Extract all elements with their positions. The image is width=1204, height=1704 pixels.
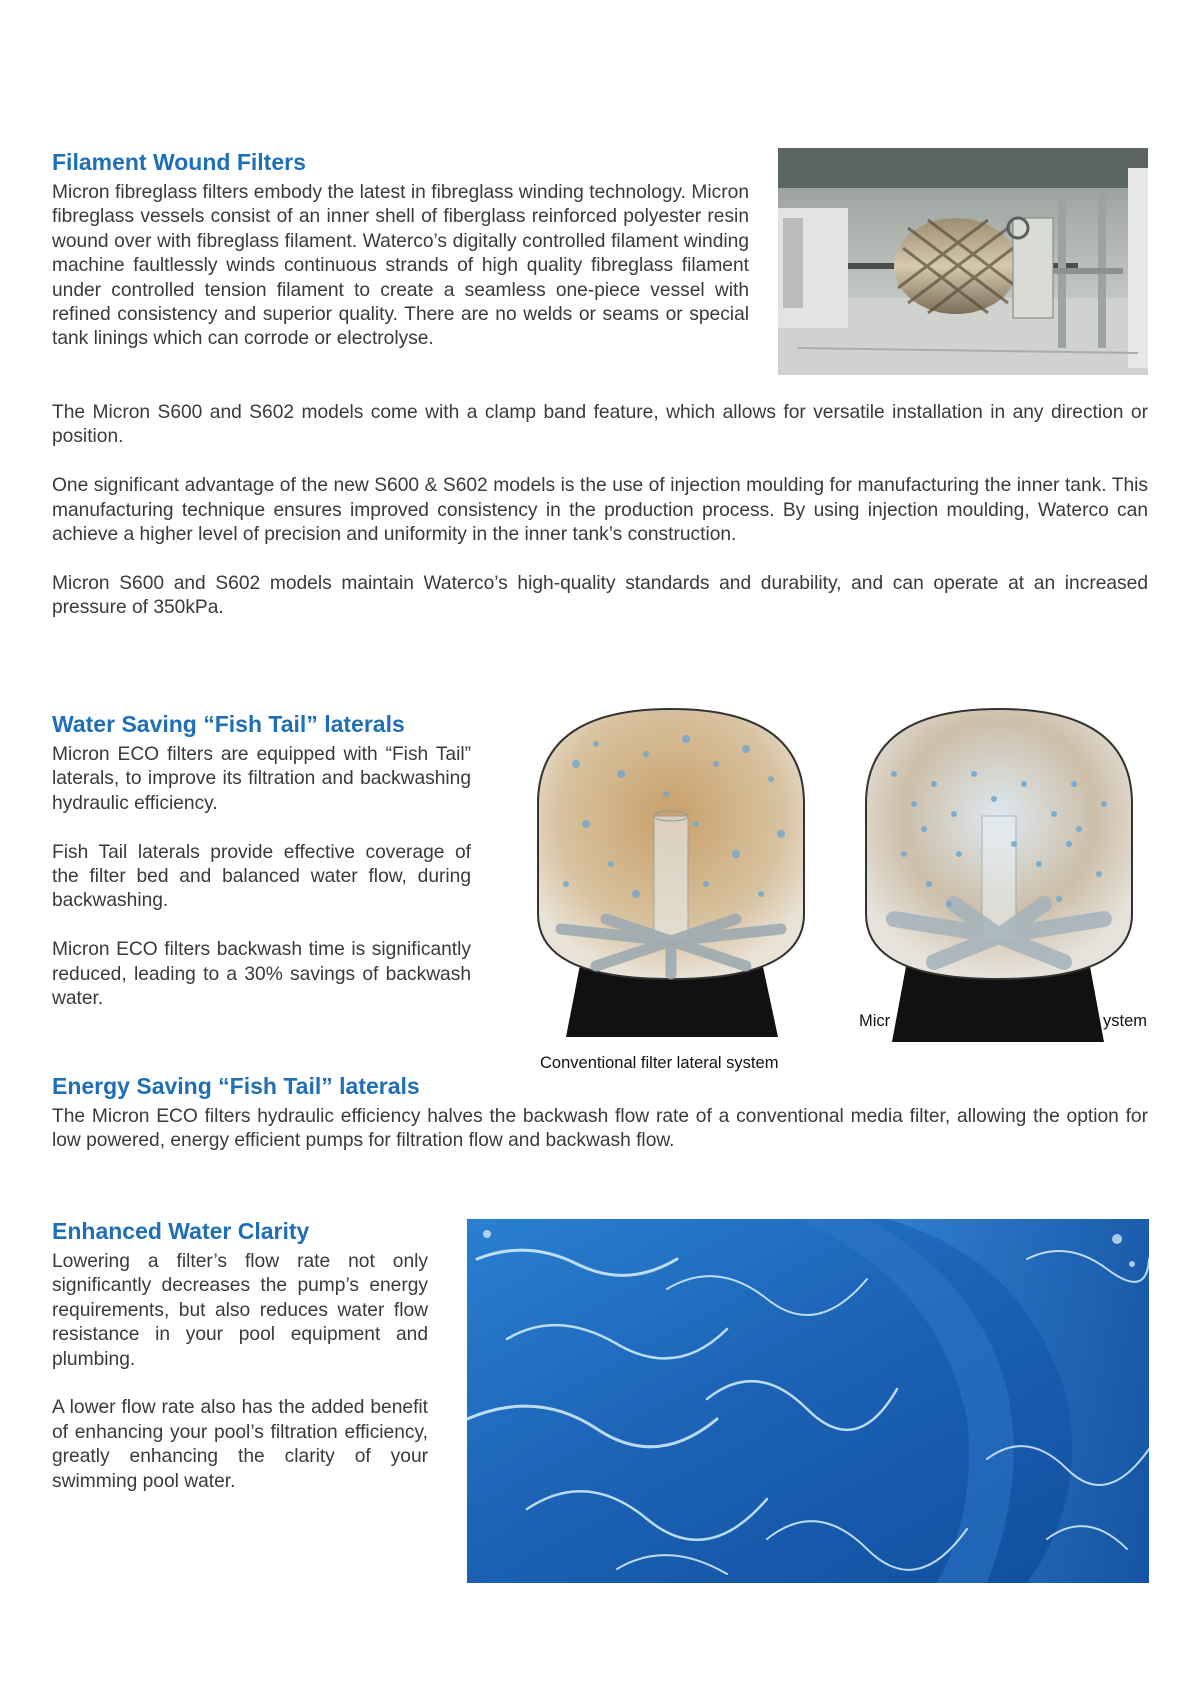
flow-rate-paragraph: Lowering a filter’s flow rate not only significantly decreases the pump’s energy requirements, but also reduces water flow resistance in your pool equipment and plumbing. xyxy=(52,1251,428,1370)
caption-eco-filter-start: Micr xyxy=(859,1012,891,1030)
filtration-efficiency-paragraph: A lower flow rate also has the added benefit of enhancing your pool’s filtration efficiency, greatly enhancing the clarity of your swimming pool water. xyxy=(52,1397,428,1492)
clamp-band-paragraph: The Micron S600 and S602 models come with a clamp band feature, which allows for versatile installation in any direction or position. xyxy=(52,402,1148,448)
heading-water-clarity: Enhanced Water Clarity xyxy=(52,1218,310,1244)
heading-water-saving: Water Saving “Fish Tail” laterals xyxy=(52,711,405,737)
conventional-filter-illustration xyxy=(536,704,806,1042)
eco-filter-illustration xyxy=(864,704,1134,1042)
injection-moulding-paragraph: One significant advantage of the new S600 & S602 models is the use of injection moulding for manufacturing the inner tank. This manufacturing technique ensures improved consistency in the production process. By using injection moulding, Waterco can achieve a higher level of precision and uniformity in the inner tank’s construction. xyxy=(52,475,1148,546)
heading-filament-wound-filters: Filament Wound Filters xyxy=(52,149,306,175)
filament-details xyxy=(52,401,1148,621)
caption-eco-filter-end: ystem xyxy=(1103,1012,1148,1030)
energy-saving-paragraph: The Micron ECO filters hydraulic efficiency halves the backwash flow rate of a conventional media filter, allowing the option for low powered, energy efficient pumps for filtration flow and backwash flow. xyxy=(52,1106,1148,1152)
fish-tail-coverage-paragraph: Fish Tail laterals provide effective coverage of the filter bed and balanced water flow, during backwashing. xyxy=(52,841,471,912)
backwash-savings-paragraph: Micron ECO filters backwash time is significantly reduced, leading to a 30% savings of backwash water. xyxy=(52,939,471,1010)
caption-conventional-filter: Conventional filter lateral system xyxy=(540,1054,779,1072)
pool-water-photo xyxy=(467,1219,1149,1583)
filament-intro-paragraph: Micron fibreglass filters embody the latest in fibreglass winding technology. Micron fibreglass vessels consist of an inner shell of fiberglass reinforced polyester resin wound over with fibreglass filament. Waterco’s digitally controlled filament winding machine faultlessly winds continuous strands of high quality fibreglass filament under controlled tension filament to create a seamless one-piece vessel with refined consistency and superior quality. There are no welds or seams or special tank linings which can corrode or electrolyse. xyxy=(52,182,749,350)
filament-winding-machine-photo xyxy=(778,148,1148,375)
water-clarity-text xyxy=(52,1250,428,1494)
fish-tail-intro-paragraph: Micron ECO filters are equipped with “Fish Tail” laterals, to improve its filtration and backwashing hydraulic efficiency. xyxy=(52,744,471,814)
heading-energy-saving: Energy Saving “Fish Tail” laterals xyxy=(52,1073,420,1099)
pressure-paragraph: Micron S600 and S602 models maintain Waterco’s high-quality standards and durability, and can operate at an increased pressure of 350kPa. xyxy=(52,572,1148,619)
water-saving-text xyxy=(52,743,471,1011)
